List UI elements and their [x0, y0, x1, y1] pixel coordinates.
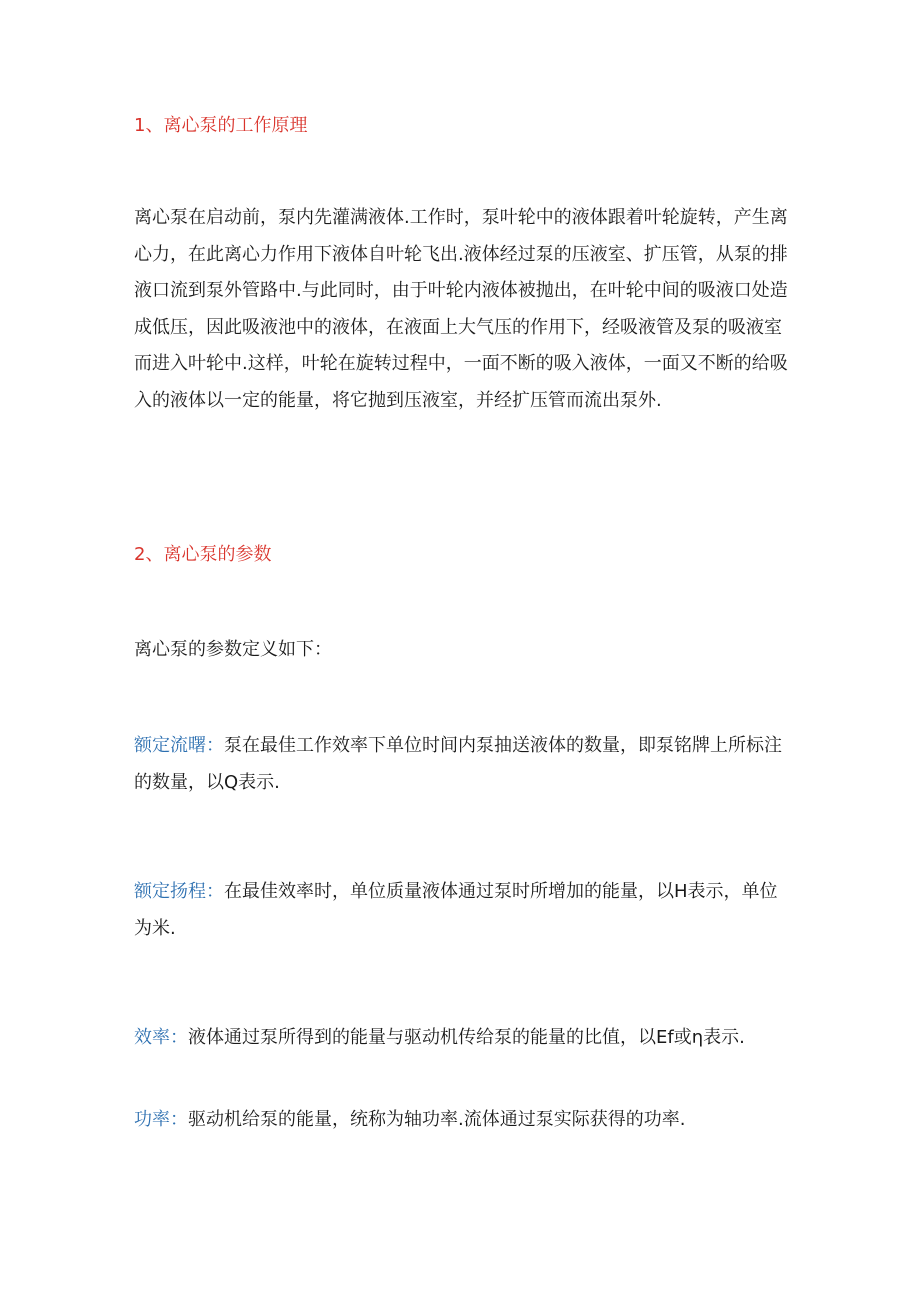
- section-heading-working-principle: 1、离心泵的工作原理: [134, 115, 308, 136]
- definition-term: 效率：: [134, 1027, 188, 1048]
- definition-text: 泵在最佳工作效率下单位时间内泵抽送液体的数量，即泵铭牌上所标注的数量，以Q表示.: [134, 735, 782, 793]
- section-heading-parameters: 2、离心泵的参数: [134, 544, 272, 565]
- working-principle-paragraph: 离心泵在启动前，泵内先灌满液体.工作时，泵叶轮中的液体跟着叶轮旋转，产生离心力，在此离心力作用下液体自叶轮飞出.液体经过泵的压液室、扩压管，从泵的排液口流到泵外管路中.与此同时，由于叶轮内液体被抛出，在叶轮中间的吸液口处造成低压，因此吸液池中的液体，在液面上大气压的作用下，经吸液管及泵的吸液室而进入叶轮中.这样，叶轮在旋转过程中，一面不断的吸入液体，一面又不断的给吸入的液体以一定的能量，将它抛到压液室，并经扩压管而流出泵外.: [134, 207, 788, 411]
- definition-text: 在最佳效率时，单位质量液体通过泵时所增加的能量，以H表示，单位为米.: [134, 881, 778, 939]
- definition-text: 驱动机给泵的能量，统称为轴功率.流体通过泵实际获得的功率.: [188, 1109, 686, 1130]
- definition-rated-flow: [134, 728, 794, 801]
- definition-term: 额定流曙：: [134, 735, 224, 756]
- parameters-intro: 离心泵的参数定义如下：: [134, 639, 332, 660]
- definition-rated-head: [134, 874, 794, 947]
- definition-power: [134, 1102, 794, 1139]
- definition-term: 额定扬程：: [134, 881, 224, 902]
- definition-term: 功率：: [134, 1109, 188, 1130]
- definition-text: 液体通过泵所得到的能量与驱动机传给泵的能量的比值，以Ef或η表示.: [188, 1027, 745, 1048]
- definition-efficiency: [134, 1020, 794, 1057]
